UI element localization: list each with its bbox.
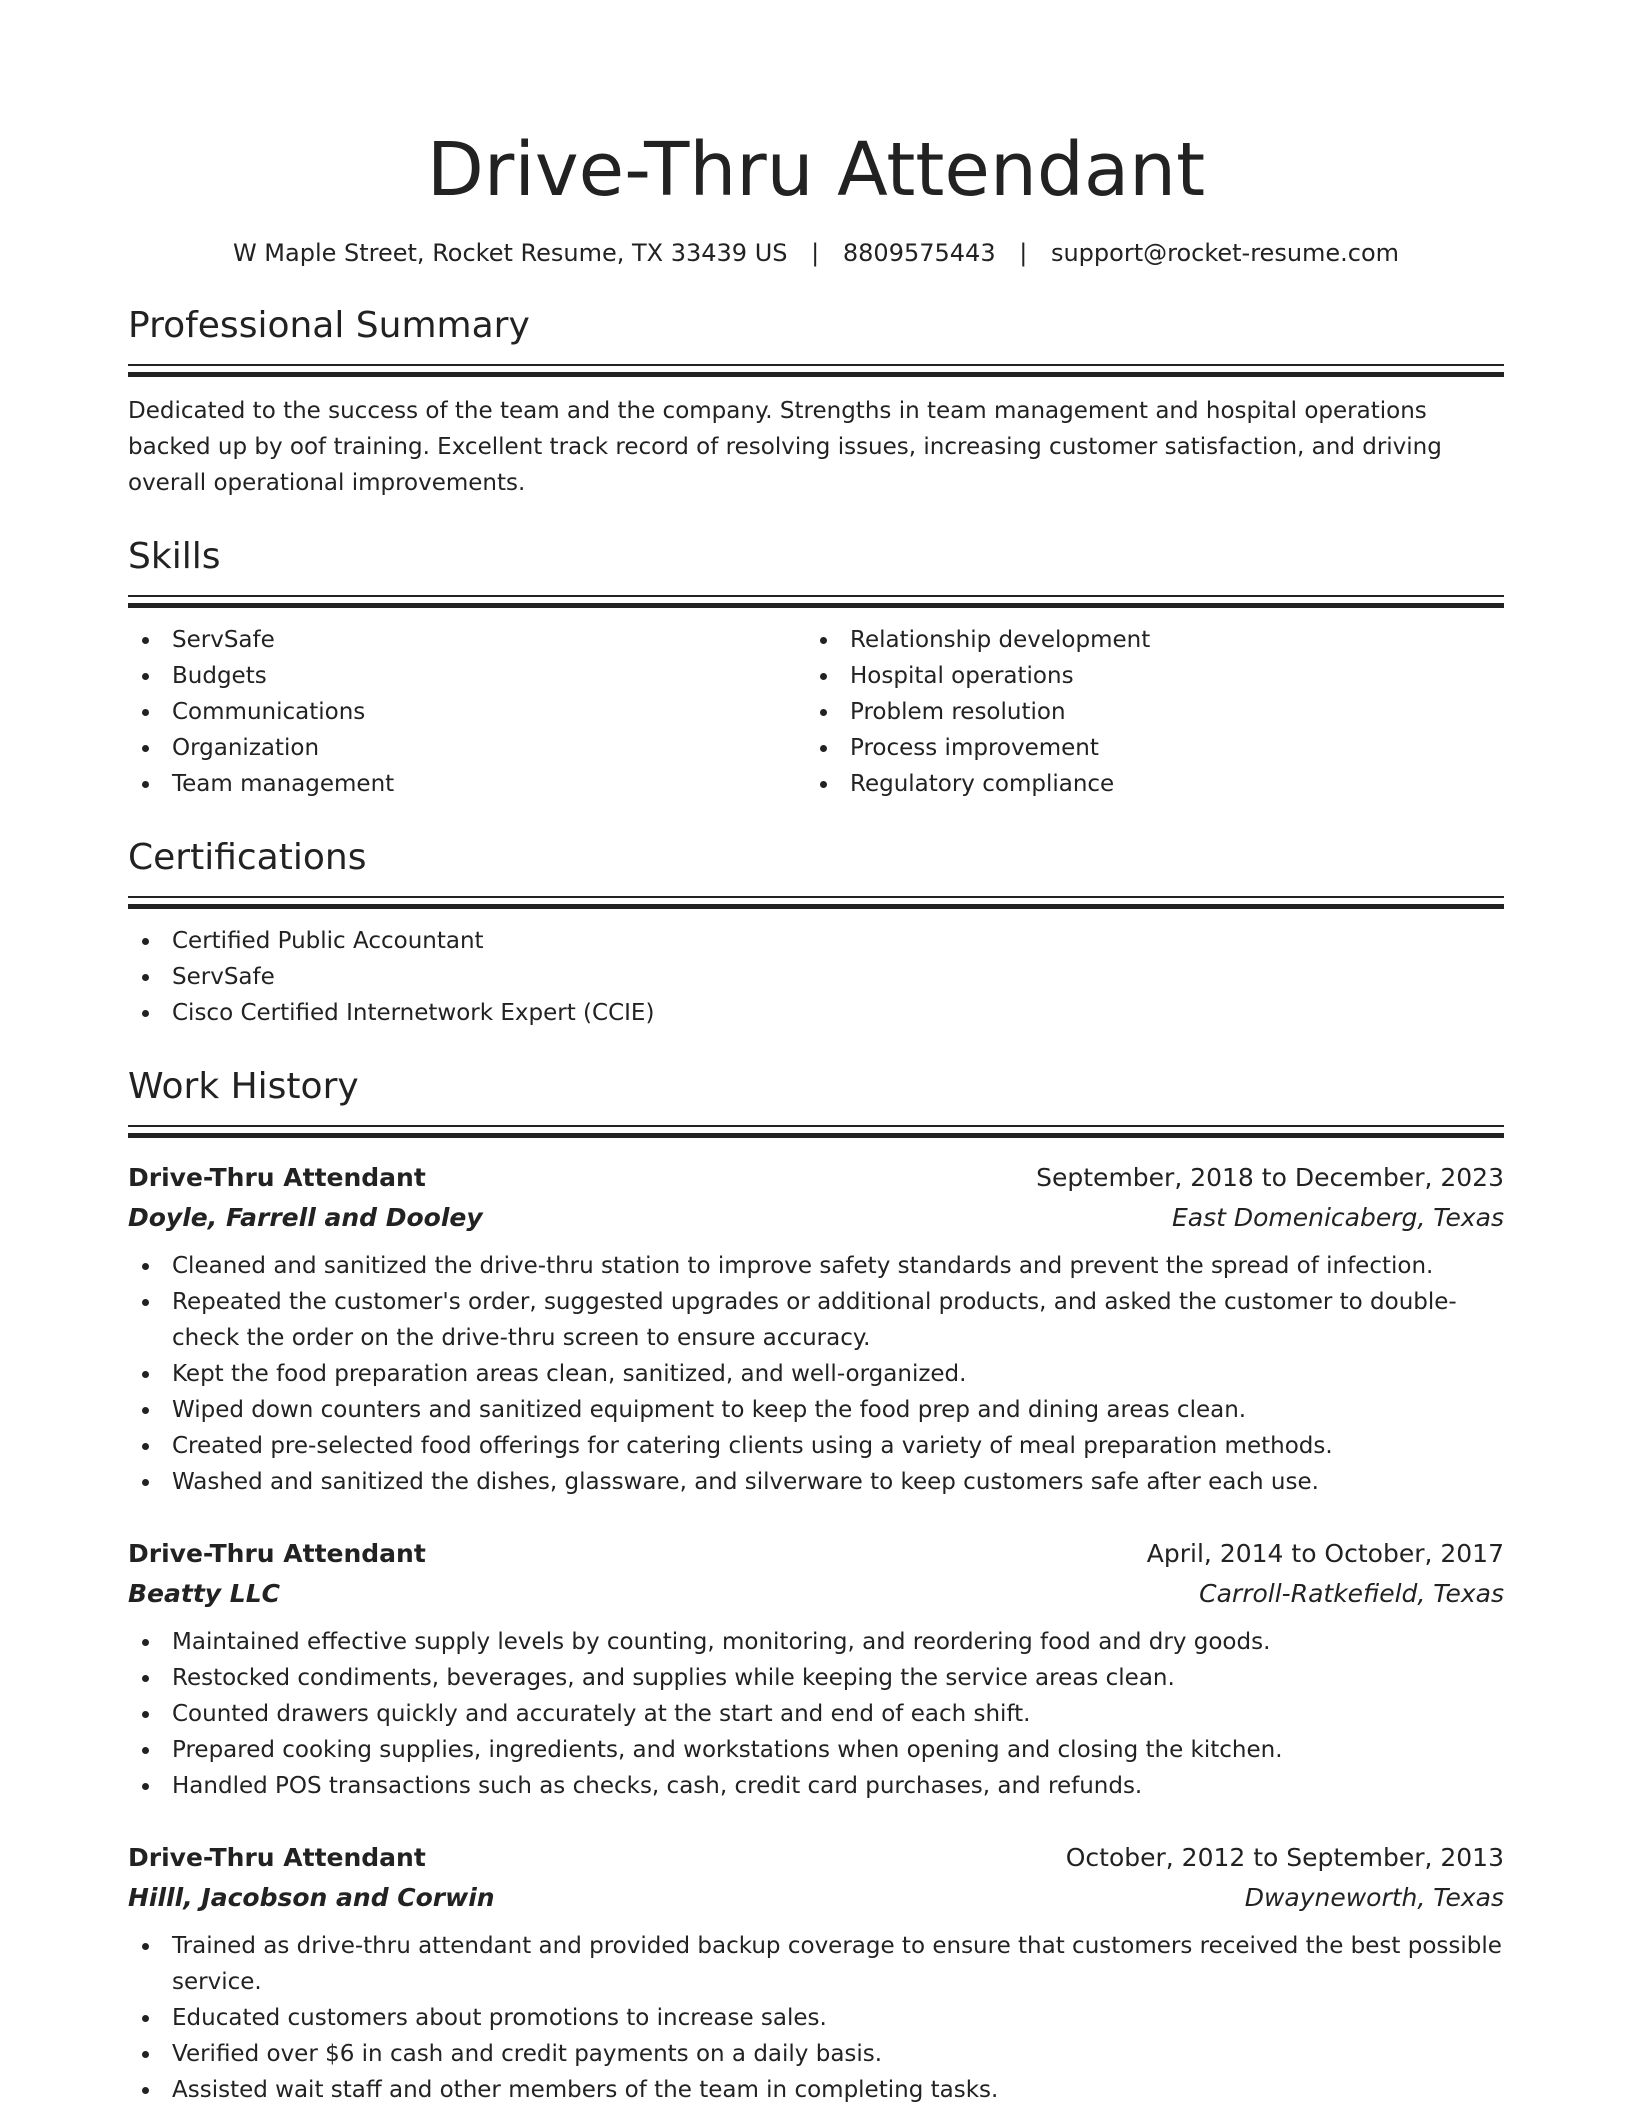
job-dates: April, 2014 to October, 2017	[1146, 1539, 1504, 1568]
skill-item: Relationship development	[806, 622, 1484, 658]
contact-line	[128, 236, 1504, 270]
skill-item: Process improvement	[806, 730, 1484, 766]
job-employer: Hilll, Jacobson and Corwin	[128, 1883, 495, 1912]
skill-item: ServSafe	[128, 622, 806, 658]
job-duty: Counted drawers quickly and accurately at the start and end of each shift.	[128, 1696, 1504, 1732]
work-history-section	[128, 1063, 1504, 2108]
job-duty: Washed and sanitized the dishes, glassware, and silverware to keep customers safe after each use.	[128, 1464, 1504, 1500]
job-duty: Verified over $6 in cash and credit payments on a daily basis.	[128, 2036, 1504, 2072]
summary-section	[128, 302, 1504, 501]
job-duty: Cleaned and sanitized the drive-thru station to improve safety standards and prevent the spread of infection.	[128, 1248, 1504, 1284]
job-duty: Restocked condiments, beverages, and supplies while keeping the service areas clean.	[128, 1660, 1504, 1696]
skill-item: Organization	[128, 730, 806, 766]
certifications-section	[128, 834, 1504, 1031]
job-dates: October, 2012 to September, 2013	[1065, 1843, 1504, 1872]
job-duty: Handled POS transactions such as checks, cash, credit card purchases, and refunds.	[128, 1768, 1504, 1804]
job-employer-row	[128, 1198, 1504, 1238]
section-title-certifications: Certifications	[128, 837, 367, 878]
job-duty: Educated customers about promotions to increase sales.	[128, 2000, 1504, 2036]
job-duties-list	[128, 1624, 1504, 1804]
resume-name: Drive-Thru Attendant	[426, 127, 1206, 213]
section-divider	[128, 364, 1504, 377]
job-title-row	[128, 1534, 1504, 1574]
section-divider	[128, 1125, 1504, 1138]
skill-item: Communications	[128, 694, 806, 730]
contact-address: W Maple Street, Rocket Resume, TX 33439 US	[232, 239, 788, 267]
section-divider	[128, 896, 1504, 909]
job-duty: Kept the food preparation areas clean, sanitized, and well-organized.	[128, 1356, 1504, 1392]
job-employer-row	[128, 1878, 1504, 1918]
job-location: Dwayneworth, Texas	[1244, 1883, 1504, 1912]
certification-item: ServSafe	[128, 959, 1504, 995]
job-duty: Repeated the customer's order, suggested upgrades or additional products, and asked the customer to double-check the order on the drive-thru screen to ensure accuracy.	[128, 1284, 1504, 1356]
job-title: Drive-Thru Attendant	[128, 1163, 426, 1192]
contact-separator: |	[811, 239, 820, 267]
job-duties-list	[128, 1928, 1504, 2108]
job-employer-row	[128, 1574, 1504, 1614]
certifications-list	[128, 923, 1504, 1031]
job-location: East Domenicaberg, Texas	[1171, 1203, 1504, 1232]
job-duty: Assisted wait staff and other members of the team in completing tasks.	[128, 2072, 1504, 2108]
skill-item: Team management	[128, 766, 806, 802]
section-divider	[128, 595, 1504, 608]
section-title-work-history: Work History	[128, 1066, 359, 1107]
certification-item: Cisco Certified Internetwork Expert (CCIE)	[128, 995, 1504, 1031]
job-dates: September, 2018 to December, 2023	[1036, 1163, 1504, 1192]
job-title: Drive-Thru Attendant	[128, 1539, 426, 1568]
skills-columns	[128, 622, 1504, 802]
resume-page	[128, 120, 1504, 2108]
skill-item: Regulatory compliance	[806, 766, 1484, 802]
skills-list-right	[806, 622, 1484, 802]
skills-section	[128, 533, 1504, 802]
section-title-summary: Professional Summary	[128, 305, 530, 346]
skill-item: Budgets	[128, 658, 806, 694]
contact-separator: |	[1019, 239, 1028, 267]
job-duty: Trained as drive-thru attendant and provided backup coverage to ensure that customers received the best possible service.	[128, 1928, 1504, 2000]
job-duties-list	[128, 1248, 1504, 1500]
job-title: Drive-Thru Attendant	[128, 1843, 426, 1872]
contact-phone: 8809575443	[842, 239, 996, 267]
job-location: Carroll-Ratkefield, Texas	[1199, 1579, 1504, 1608]
skills-list-left	[128, 622, 806, 802]
job-entry	[128, 1534, 1504, 1804]
skill-item: Hospital operations	[806, 658, 1484, 694]
skill-item: Problem resolution	[806, 694, 1484, 730]
job-entry	[128, 1158, 1504, 1500]
job-duty: Wiped down counters and sanitized equipment to keep the food prep and dining areas clean.	[128, 1392, 1504, 1428]
job-duty: Prepared cooking supplies, ingredients, and workstations when opening and closing the kitchen.	[128, 1732, 1504, 1768]
job-entry	[128, 1838, 1504, 2108]
job-employer: Beatty LLC	[128, 1579, 280, 1608]
job-duty: Maintained effective supply levels by counting, monitoring, and reordering food and dry goods.	[128, 1624, 1504, 1660]
certification-item: Certified Public Accountant	[128, 923, 1504, 959]
job-title-row	[128, 1838, 1504, 1878]
job-duty: Created pre-selected food offerings for catering clients using a variety of meal preparation methods.	[128, 1428, 1504, 1464]
summary-text: Dedicated to the success of the team and the company. Strengths in team management and hospital operations backed up by oof training. Excellent track record of resolving issues, increasing customer satisfaction, and driving overall operational improvements.	[128, 398, 1442, 496]
job-title-row	[128, 1158, 1504, 1198]
job-employer: Doyle, Farrell and Dooley	[128, 1203, 483, 1232]
contact-email: support@rocket-resume.com	[1050, 239, 1400, 267]
section-title-skills: Skills	[128, 536, 221, 577]
